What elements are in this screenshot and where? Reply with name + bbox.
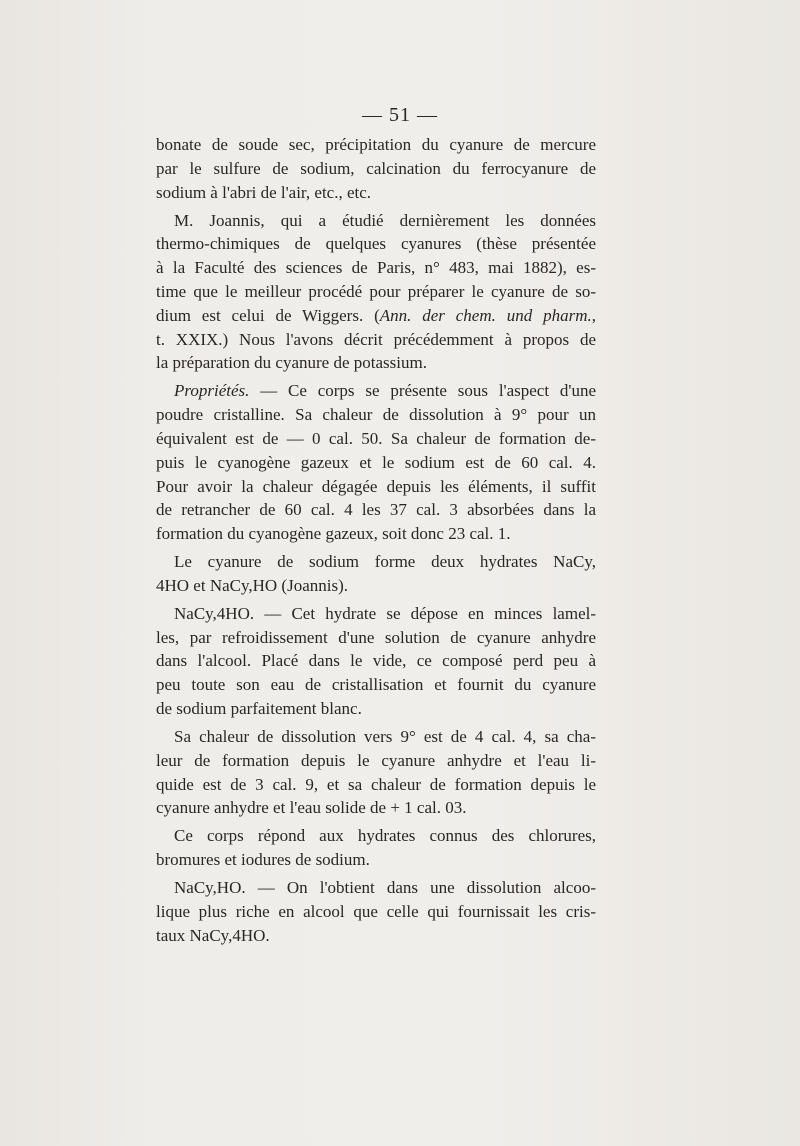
text-line: formation du cyanogène gazeux, soit donc 23 cal. 1.	[156, 524, 511, 544]
text-line: Pour avoir la chaleur dégagée depuis les éléments, il suffit	[156, 476, 596, 496]
text-line: Le cyanure de sodium forme deux hydrates NaCy,	[174, 552, 596, 572]
text-line: peu toute son eau de cristallisation et fournit du cyanure	[156, 675, 596, 695]
text-line: cyanure anhydre et l'eau solide de + 1 cal. 03.	[156, 798, 467, 818]
text-line: à la Faculté des sciences de Paris, n° 483, mai 1882), es-	[156, 258, 596, 278]
paragraph	[138, 876, 596, 947]
text-line: dans l'alcool. Placé dans le vide, ce composé perd peu à	[156, 651, 596, 671]
text-line: par le sulfure de sodium, calcination du ferrocyanure de	[156, 158, 596, 178]
paragraph	[138, 602, 596, 721]
text-line: de retrancher de 60 cal. 4 les 37 cal. 3 absorbées dans la	[156, 500, 596, 520]
text-line: taux NaCy,4HO.	[156, 925, 270, 945]
text-line: de sodium parfaitement blanc.	[156, 699, 362, 719]
paragraph	[138, 379, 596, 546]
text-line: Ce corps répond aux hydrates connus des chlorures,	[174, 826, 596, 846]
text-line: Propriétés. — Ce corps se présente sous l'aspect d'une	[174, 381, 596, 401]
text-line: bromures et iodures de sodium.	[156, 850, 370, 870]
text-line: quide est de 3 cal. 9, et sa chaleur de formation depuis le	[156, 774, 596, 794]
text-line: bonate de soude sec, précipitation du cyanure de mercure	[156, 135, 596, 154]
paragraph	[138, 824, 596, 872]
text-line: lique plus riche en alcool que celle qui fournissait les cris-	[156, 902, 596, 922]
paragraph	[138, 550, 596, 598]
text-line: équivalent est de — 0 cal. 50. Sa chaleur de formation de-	[156, 428, 596, 448]
body-text	[138, 133, 596, 948]
text-line: puis le cyanogène gazeux et le sodium est de 60 cal. 4.	[156, 452, 596, 472]
text-line: time que le meilleur procédé pour préparer le cyanure de so-	[156, 281, 596, 301]
text-line: Sa chaleur de dissolution vers 9° est de 4 cal. 4, sa cha-	[174, 727, 596, 747]
page-number: — 51 —	[362, 104, 438, 126]
text-line: poudre cristalline. Sa chaleur de dissolution à 9° pour un	[156, 405, 596, 425]
text-line: NaCy,4HO. — Cet hydrate se dépose en minces lamel-	[174, 603, 596, 623]
paragraph	[138, 209, 596, 376]
text-line: les, par refroidissement d'une solution de cyanure anhydre	[156, 627, 596, 647]
text-line: sodium à l'abri de l'air, etc., etc.	[156, 182, 372, 202]
text-line: t. XXIX.) Nous l'avons décrit précédemment à propos de	[156, 329, 596, 349]
text-line: dium est celui de Wiggers. (Ann. der chem. und pharm.,	[156, 305, 596, 325]
paragraph	[138, 133, 596, 204]
text-line: la préparation du cyanure de potassium.	[156, 353, 427, 373]
text-line: leur de formation depuis le cyanure anhydre et l'eau li-	[156, 750, 596, 770]
text-line: 4HO et NaCy,HO (Joannis).	[156, 575, 349, 595]
paragraph	[138, 725, 596, 820]
text-line: NaCy,HO. — On l'obtient dans une dissolution alcoo-	[174, 878, 596, 898]
text-line: M. Joannis, qui a étudié dernièrement les données	[174, 210, 596, 230]
text-line: thermo-chimiques de quelques cyanures (thèse présentée	[156, 234, 596, 254]
